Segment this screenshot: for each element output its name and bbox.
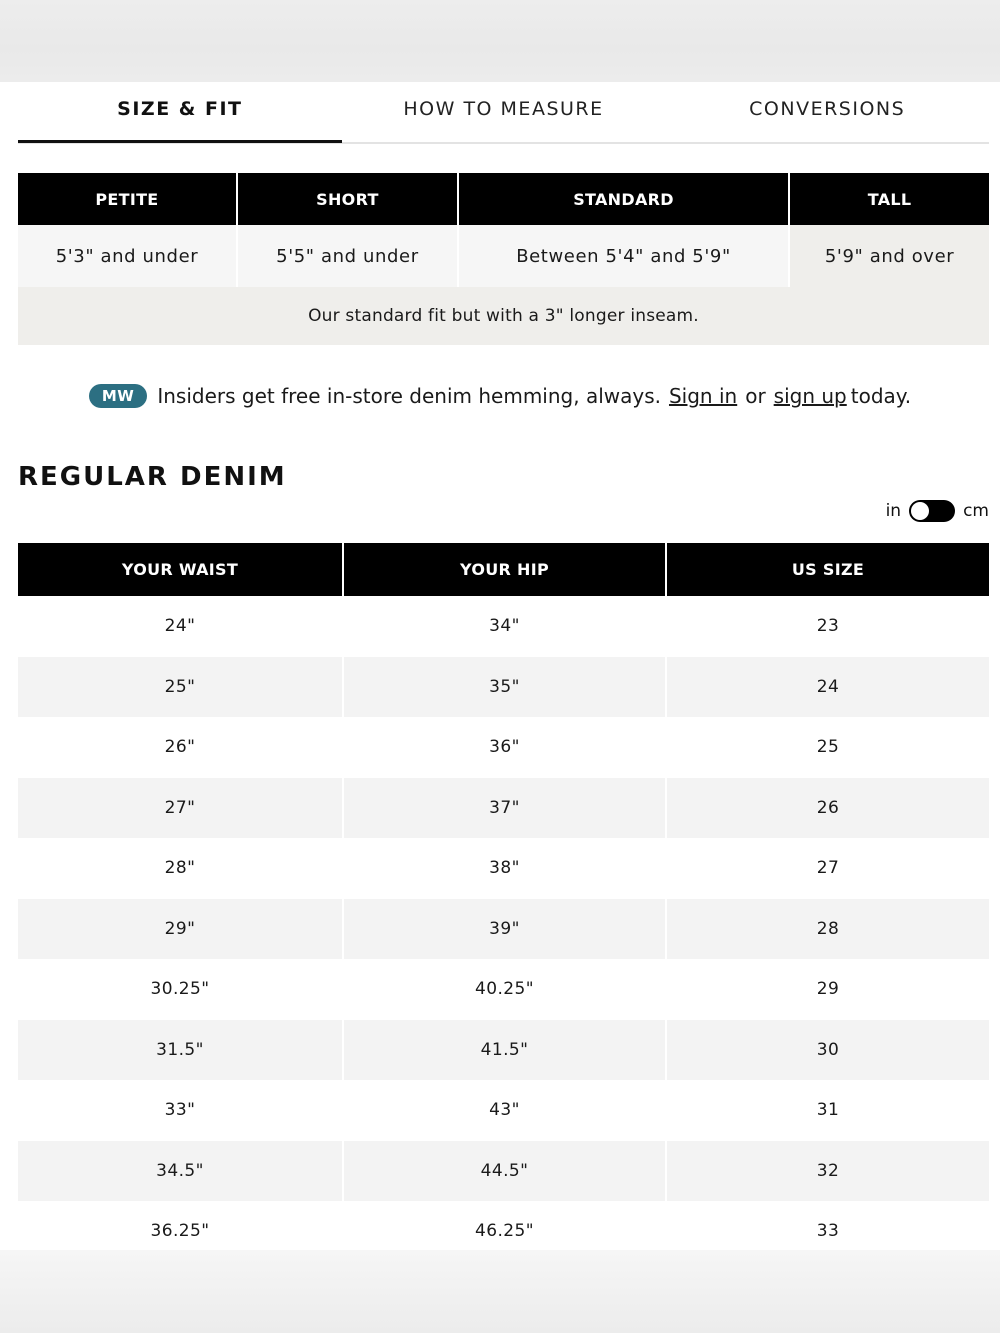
- waist-cell: 36.25": [150, 1221, 210, 1242]
- us-size-cell: 29: [665, 959, 989, 1020]
- hip-cell: 36": [342, 717, 665, 778]
- header-us-size: US SIZE: [665, 543, 989, 596]
- waist-cell: 31.5": [18, 1020, 342, 1081]
- fit-value-standard: Between 5'4" and 5'9": [457, 225, 788, 287]
- size-table: [18, 543, 989, 1262]
- waist-cell: 34.5": [18, 1141, 342, 1202]
- waist-cell: 24": [164, 616, 196, 637]
- table-row: [18, 899, 989, 960]
- us-size-cell: 28: [665, 899, 989, 960]
- unit-label-cm: cm: [963, 501, 989, 521]
- fit-note-row: [18, 287, 989, 345]
- fit-table-row: [18, 225, 989, 287]
- waist-cell: 27": [18, 778, 342, 839]
- active-tab-indicator: [18, 140, 342, 143]
- fit-value-short: 5'5" and under: [236, 225, 457, 287]
- hip-cell: 40.25": [342, 959, 665, 1020]
- fit-value-tall: 5'9" and over: [788, 225, 989, 287]
- bottom-backdrop: [0, 1250, 1000, 1333]
- us-size-cell: 33: [665, 1201, 989, 1262]
- hemming-promo: [0, 378, 1000, 414]
- table-row: [18, 838, 989, 899]
- waist-cell: 25": [18, 657, 342, 718]
- unit-switch[interactable]: [909, 500, 955, 522]
- hip-cell: 37": [342, 778, 665, 839]
- us-size-cell: 30: [665, 1020, 989, 1081]
- fit-table-header-row: [18, 173, 989, 225]
- waist-cell: 33": [164, 1100, 196, 1121]
- hip-cell: 43": [342, 1080, 665, 1141]
- hip-cell: 38": [342, 838, 665, 899]
- fit-header-tall: TALL: [788, 173, 989, 225]
- table-row: [18, 959, 989, 1020]
- unit-label-in: in: [885, 501, 902, 521]
- table-row: [18, 1141, 989, 1202]
- header-your-waist: YOUR WAIST: [18, 543, 342, 596]
- us-size-cell: 26: [665, 778, 989, 839]
- header-your-hip: YOUR HIP: [342, 543, 665, 596]
- us-size-cell: 31: [665, 1080, 989, 1141]
- hip-cell: 34": [342, 596, 665, 657]
- fit-header-petite: PETITE: [18, 173, 236, 225]
- sign-in-link[interactable]: Sign in: [668, 384, 738, 408]
- us-size-cell: 25: [665, 717, 989, 778]
- tab-conversions[interactable]: CONVERSIONS: [749, 98, 906, 120]
- fit-note: Our standard fit but with a 3" longer inseam.: [18, 287, 989, 345]
- waist-cell: 26": [164, 737, 196, 758]
- table-row: [18, 778, 989, 839]
- table-row: [18, 717, 989, 778]
- hip-cell: 44.5": [342, 1141, 665, 1202]
- hip-cell: 41.5": [342, 1020, 665, 1081]
- waist-cell: 30.25": [150, 979, 210, 1000]
- switch-knob: [911, 502, 929, 520]
- sign-up-link[interactable]: sign up: [773, 384, 847, 408]
- table-row: [18, 657, 989, 718]
- hip-cell: 35": [342, 657, 665, 718]
- hip-cell: 46.25": [342, 1201, 665, 1262]
- unit-toggle: [886, 500, 989, 522]
- tab-size-and-fit[interactable]: SIZE & FIT: [117, 98, 243, 120]
- table-row: [18, 596, 989, 657]
- top-backdrop: [0, 0, 1000, 82]
- table-row: [18, 1020, 989, 1081]
- promo-text: Insiders get free in-store denim hemming, always.: [157, 384, 661, 408]
- waist-cell: 28": [164, 858, 196, 879]
- size-table-header-row: [18, 543, 989, 596]
- fit-value-petite: 5'3" and under: [18, 225, 236, 287]
- waist-cell: 29": [18, 899, 342, 960]
- us-size-cell: 32: [665, 1141, 989, 1202]
- fit-table: [18, 173, 989, 345]
- us-size-cell: 27: [665, 838, 989, 899]
- promo-or-text: or: [745, 384, 766, 408]
- section-title: REGULAR DENIM: [18, 462, 287, 492]
- us-size-cell: 24: [665, 657, 989, 718]
- insider-badge: MW: [89, 384, 147, 408]
- tab-how-to-measure[interactable]: HOW TO MEASURE: [403, 98, 604, 120]
- us-size-cell: 23: [665, 596, 989, 657]
- fit-header-standard: STANDARD: [457, 173, 788, 225]
- table-row: [18, 1080, 989, 1141]
- tab-bar: [18, 82, 989, 144]
- fit-header-short: SHORT: [236, 173, 457, 225]
- hip-cell: 39": [342, 899, 665, 960]
- promo-today-text: today.: [850, 384, 912, 408]
